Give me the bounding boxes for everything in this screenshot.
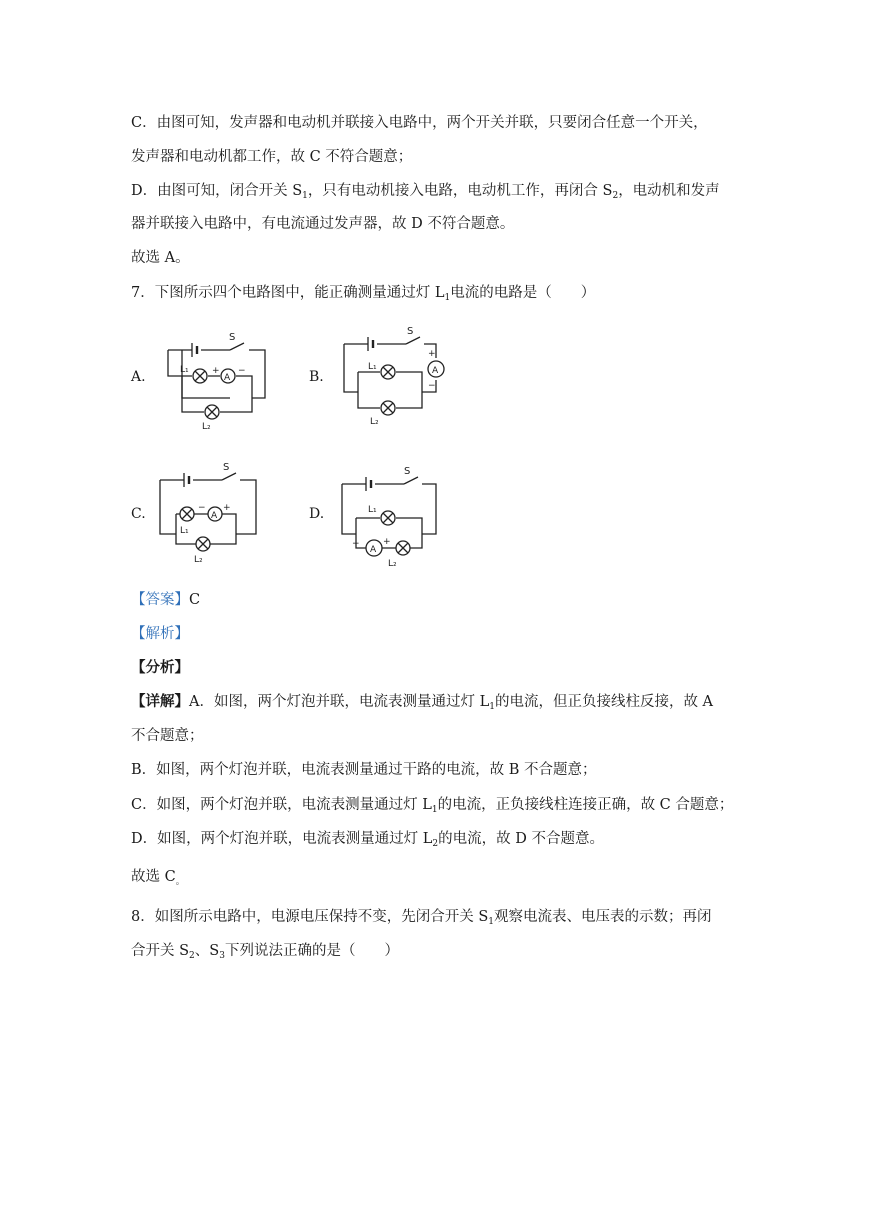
- circuit-a-diagram: [164, 328, 269, 433]
- option-b-label: B.: [309, 369, 324, 385]
- circuit-d-minus: −: [352, 539, 360, 549]
- circuit-b-l2-label: L₂: [370, 417, 379, 427]
- fenxi-tag: 【分析】: [131, 659, 189, 676]
- option-c-label: C.: [131, 506, 146, 522]
- circuit-c-ammeter-label: A: [211, 511, 218, 521]
- circuit-c-l2-label: L₂: [194, 555, 203, 565]
- prev-selection: 故选 A。: [131, 250, 190, 266]
- prev-option-d-line1: D．由图可知，闭合开关 $S_1$，只有电动机接入电路，电动机工作，再闭合 $S_2$，电动机和发声: [131, 183, 720, 201]
- answer-tag: 【答案】: [131, 592, 189, 608]
- circuit-d-switch-label: S: [404, 466, 411, 477]
- prev-option-d-line2: 器并联接入电路中，有电流通过发声器，故 D 不符合题意。: [131, 216, 515, 232]
- circuit-a-plus: +: [212, 366, 220, 376]
- circuit-a-l2-label: L₂: [202, 422, 211, 432]
- circuit-b-l1-label: L₁: [368, 362, 377, 372]
- circuit-c-plus: +: [223, 503, 231, 513]
- circuit-d-plus: +: [383, 537, 391, 547]
- circuit-b-minus: −: [428, 381, 436, 391]
- circuit-d-l1-label: L₁: [368, 505, 377, 515]
- prev-option-c-line1: C．由图可知，发声器和电动机并联接入电路中，两个开关并联，只要闭合任意一个开关，: [131, 115, 708, 131]
- circuit-b-ammeter-label: A: [432, 366, 439, 376]
- circuit-b-diagram: [340, 322, 450, 427]
- circuit-c-l1-label: L₁: [180, 526, 189, 536]
- circuit-c-switch-label: S: [223, 462, 230, 473]
- detail-d: D．如图，两个灯泡并联，电流表测量通过灯 $L_2$的电流，故 D 不合题意。: [131, 831, 604, 849]
- circuit-d-diagram: [338, 462, 448, 570]
- circuit-b-plus: +: [428, 349, 436, 359]
- circuit-a-l1-label: L₁: [180, 365, 189, 375]
- circuit-a-minus: −: [238, 366, 246, 376]
- circuit-d-ammeter-label: A: [370, 545, 377, 555]
- option-a-label: A.: [131, 369, 146, 385]
- analysis-tag: 【解析】: [131, 626, 189, 642]
- prev-option-c-line2: 发声器和电动机都工作，故 C 不符合题意；: [131, 149, 413, 165]
- detail-a-line1: 【详解】A．如图，两个灯泡并联，电流表测量通过灯 $L_1$的电流，但正负接线柱反接，故 A: [131, 693, 714, 712]
- q7-stem: 7．下图所示四个电路图中，能正确测量通过灯 $L_1$电流的电路是（ ）: [131, 285, 596, 303]
- option-d-label: D.: [309, 506, 325, 522]
- circuit-a-switch-label: S: [229, 332, 236, 343]
- detail-b: B．如图，两个灯泡并联，电流表测量通过干路的电流，故 B 不合题意；: [131, 762, 597, 778]
- circuit-c-minus: −: [198, 503, 206, 513]
- q8-stem-line1: 8．如图所示电路中，电源电压保持不变，先闭合开关 $S_1$观察电流表、电压表的示数；再闭: [131, 909, 712, 927]
- q8-stem-line2: 合开关 $S_2$、$S_3$下列说法正确的是（ ）: [131, 943, 399, 961]
- answer-value: C: [189, 592, 201, 608]
- circuit-b-switch-label: S: [407, 326, 414, 337]
- circuit-d-l2-label: L₂: [388, 559, 397, 569]
- circuit-a-ammeter-label: A: [224, 373, 231, 383]
- q7-selection: 故选 $C_。$: [131, 869, 185, 887]
- answer-line: [131, 590, 200, 610]
- detail-c: C．如图，两个灯泡并联，电流表测量通过灯 $L_1$的电流，正负接线柱连接正确，故 C 合题意；: [131, 797, 734, 815]
- circuit-c-diagram: [156, 460, 266, 568]
- detail-a-line2: 不合题意；: [131, 728, 204, 744]
